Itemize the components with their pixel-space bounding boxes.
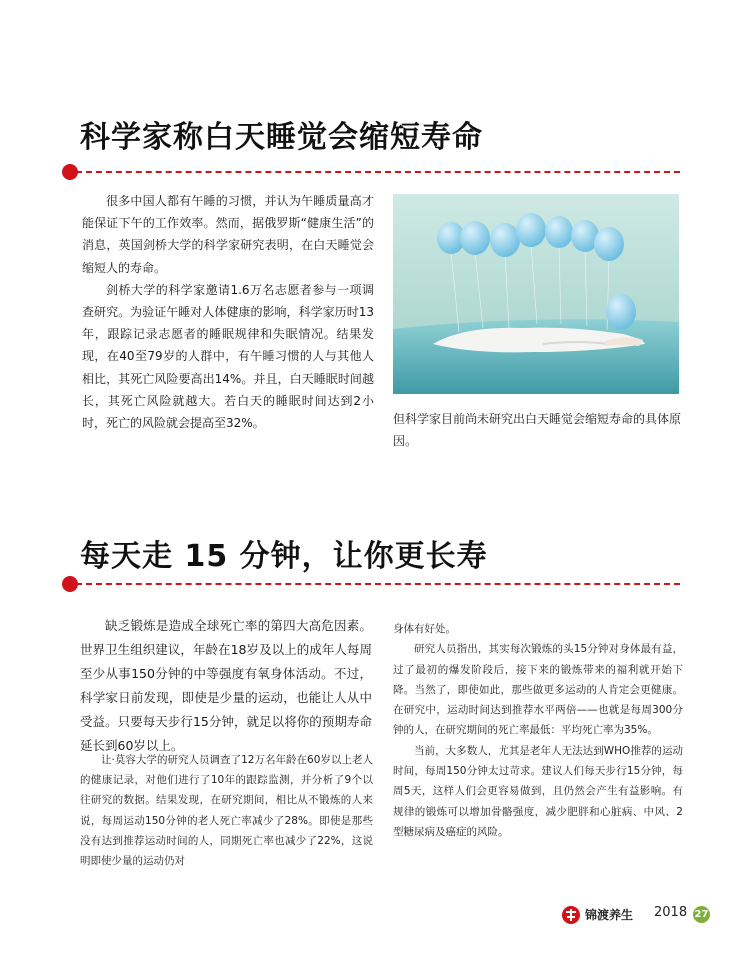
issue-year: 2018 bbox=[654, 905, 688, 920]
article1-paragraph: 很多中国人都有午睡的习惯，并认为午睡质量高才能保证下午的工作效率。然而，据俄罗斯“健康生活”的消息，英国剑桥大学的科学家研究表明，在白天睡觉会缩短人的寿命。 bbox=[82, 194, 374, 275]
sleeping-person-balloons-photo bbox=[393, 194, 679, 394]
page-number-badge: 27 bbox=[693, 906, 710, 923]
magazine-logo-icon bbox=[561, 905, 581, 925]
photo-illustration bbox=[393, 194, 679, 394]
article2-paragraph: 研究人员指出，其实每次锻炼的头15分钟对身体最有益，过了最初的爆发阶段后，接下来的锻炼带来的福利就开始下降。当然了，即使如此，那些做更多运动的人肯定会更健康。在研究中，运动时间达到推荐水平两倍——也就是每周300分钟的人，在研究期间的死亡率最低：平均死亡率为35%。 bbox=[393, 643, 683, 737]
article1-title-rule bbox=[62, 164, 680, 180]
article2-paragraph: 当前，大多数人，尤其是老年人无法达到WHO推荐的运动时间，每周150分钟太过苛求。建议人们每天步行15分钟，每周5天，这样人们会更容易做到，且仍然会产生有益影响。有规律的锻炼可以增加骨骼强度，减少肥胖和心脏病、中风、2型糖尿病及癌症的风险。 bbox=[393, 744, 683, 838]
article2-left-body bbox=[80, 750, 373, 871]
article2-paragraph: 身体有好处。 bbox=[393, 623, 456, 635]
dashed-divider bbox=[76, 583, 680, 585]
article2-title: 每天走 15 分钟，让你更长寿 bbox=[80, 539, 488, 574]
article2-title-rule bbox=[62, 576, 680, 592]
magazine-name: 锦渡养生 bbox=[585, 908, 634, 922]
article2-lead-paragraph: 缺乏锻炼是造成全球死亡率的第四大高危因素。世界卫生组织建议，年龄在18岁及以上的成年人每周至少从事150分钟的中等强度有氧身体活动。不过，科学家日前发现，即使是少量的运动，也能让人从中受益。只要每天步行15分钟，就足以将你的预期寿命延长到60岁以上。 bbox=[80, 618, 372, 753]
article1-body bbox=[82, 190, 374, 434]
article1-paragraph: 剑桥大学的科学家邀请1.6万名志愿者参与一项调查研究。为验证午睡对人体健康的影响，科学家历时13年，跟踪记录志愿者的睡眠规律和失眠情况。结果发现，在40至79岁的人群中，有午睡习惯的人与其他人相比，其死亡风险要高出14%。并且，白天睡眠时间越长，其死亡风险就越大。若白天的睡眠时间达到2小时，死亡的风险就会提高至32%。 bbox=[82, 282, 374, 431]
article2-right-body bbox=[393, 619, 683, 842]
dashed-divider bbox=[76, 171, 680, 173]
article1-title: 科学家称白天睡觉会缩短寿命 bbox=[80, 120, 483, 155]
page-footer bbox=[561, 905, 711, 925]
photo-caption: 但科学家目前尚未研究出白天睡觉会缩短寿命的具体原因。 bbox=[393, 412, 682, 448]
article2-paragraph: 让·莫容大学的研究人员调查了12万名年龄在60岁以上老人的健康记录，对他们进行了10年的跟踪监测，并分析了9个以往研究的数据。结果发现，在研究期间，相比从不锻炼的人来说，每周运动150分钟的老人死亡率减少了28%。即使是那些没有达到推荐运动时间的人，同期死亡率也减少了22%，这说明即使少量的运动仍对 bbox=[80, 754, 373, 868]
article2-lead bbox=[80, 614, 372, 758]
